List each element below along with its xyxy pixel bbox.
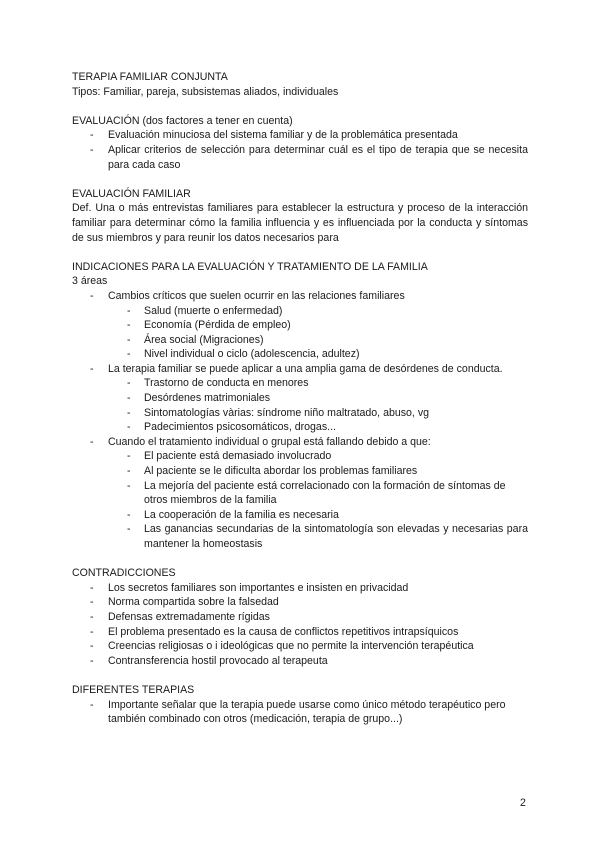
- section-title-indicaciones: INDICACIONES PARA LA EVALUACIÓN Y TRATAMIENTO DE LA FAMILIA: [72, 260, 428, 273]
- list-item: - Los secretos familiares son importantes e insisten en privacidad: [90, 581, 409, 594]
- list-item: - Cambios críticos que suelen ocurrir en las relaciones familiares: [90, 289, 405, 302]
- list-item: - El problema presentado es la causa de conflictos repetitivos intrapsíquicos: [90, 625, 459, 638]
- sub-list-item: - Economía (Pérdida de empleo): [127, 319, 291, 332]
- sub-list-item: - La cooperación de la familia es necesaria: [127, 508, 339, 521]
- list-item: - Contransferencia hostil provocado al terapeuta: [90, 654, 328, 667]
- sub-list-item: - Salud (muerte o enfermedad): [127, 304, 283, 317]
- tipos-line: Tipos: Familiar, pareja, subsistemas aliados, individuales: [72, 85, 339, 98]
- section-title-diferentes-terapias: DIFERENTES TERAPIAS: [72, 683, 195, 696]
- areas-subtitle: 3 áreas: [72, 275, 108, 288]
- list-item: - La terapia familiar se puede aplicar a una amplia gama de desórdenes de conducta.: [90, 362, 503, 375]
- sub-list-item: - Al paciente se le dificulta abordar los problemas familiares: [127, 465, 418, 478]
- sub-list-item: - Trastorno de conducta en menores: [127, 377, 309, 390]
- definition-paragraph: Def. Una o más entrevistas familiares para establecer la estructura y proceso de la interacción familiar para determinar cómo la familia influencia y es influenciada por la conducta y síntomas de sus miembros y para reunir los datos necesarios para: [72, 202, 528, 244]
- list-item: - Aplicar criterios de selección para determinar cuál es el tipo de terapia que se necesita para cada caso: [90, 143, 528, 171]
- list-item: - Norma compartida sobre la falsedad: [90, 596, 279, 609]
- sub-list-item: - Desórdenes matrimoniales: [127, 392, 271, 405]
- sub-list-item: - El paciente está demasiado involucrado: [127, 450, 332, 463]
- list-item: - Evaluación minuciosa del sistema familiar y de la problemática presentada: [90, 129, 458, 142]
- document-page: [72, 70, 528, 727]
- section-title-contradicciones: CONTRADICCIONES: [72, 567, 176, 580]
- list-item: - Creencias religiosas o i ideológicas que no permite la intervención terapéutica: [90, 640, 474, 653]
- section-title-terapia-familiar: TERAPIA FAMILIAR CONJUNTA: [72, 71, 228, 83]
- sub-list-item: - Sintomatologías vàrias: síndrome niño maltratado, abuso, vg: [127, 406, 430, 419]
- sub-list-item: - La mejoría del paciente está correlacionado con la formación de síntomas de otros miembros de la familia: [127, 479, 506, 507]
- section-title-evaluacion-familiar: EVALUACIÓN FAMILIAR: [72, 187, 191, 200]
- page-number: 2: [520, 797, 526, 809]
- section-title-evaluacion: EVALUACIÓN (dos factores a tener en cuenta): [72, 114, 293, 127]
- sub-list-item: - Padecimientos psicosomáticos, drogas...: [127, 421, 336, 434]
- sub-list-item: - Nivel individual o ciclo (adolescencia, adultez): [127, 348, 360, 361]
- list-item: - Importante señalar que la terapia puede usarse como único método terapéutico pero también combinado con otros (medicación, terapia de grupo...): [90, 698, 506, 726]
- sub-list-item: - Área social (Migraciones): [127, 333, 264, 346]
- list-item: - Cuando el tratamiento individual o grupal está fallando debido a que:: [90, 435, 431, 448]
- list-item: - Defensas extremadamente rígidas: [90, 610, 270, 623]
- sub-list-item: - Las ganancias secundarias de la sintomatología son elevadas y necesarias para mantener la homeostasis: [127, 523, 528, 550]
